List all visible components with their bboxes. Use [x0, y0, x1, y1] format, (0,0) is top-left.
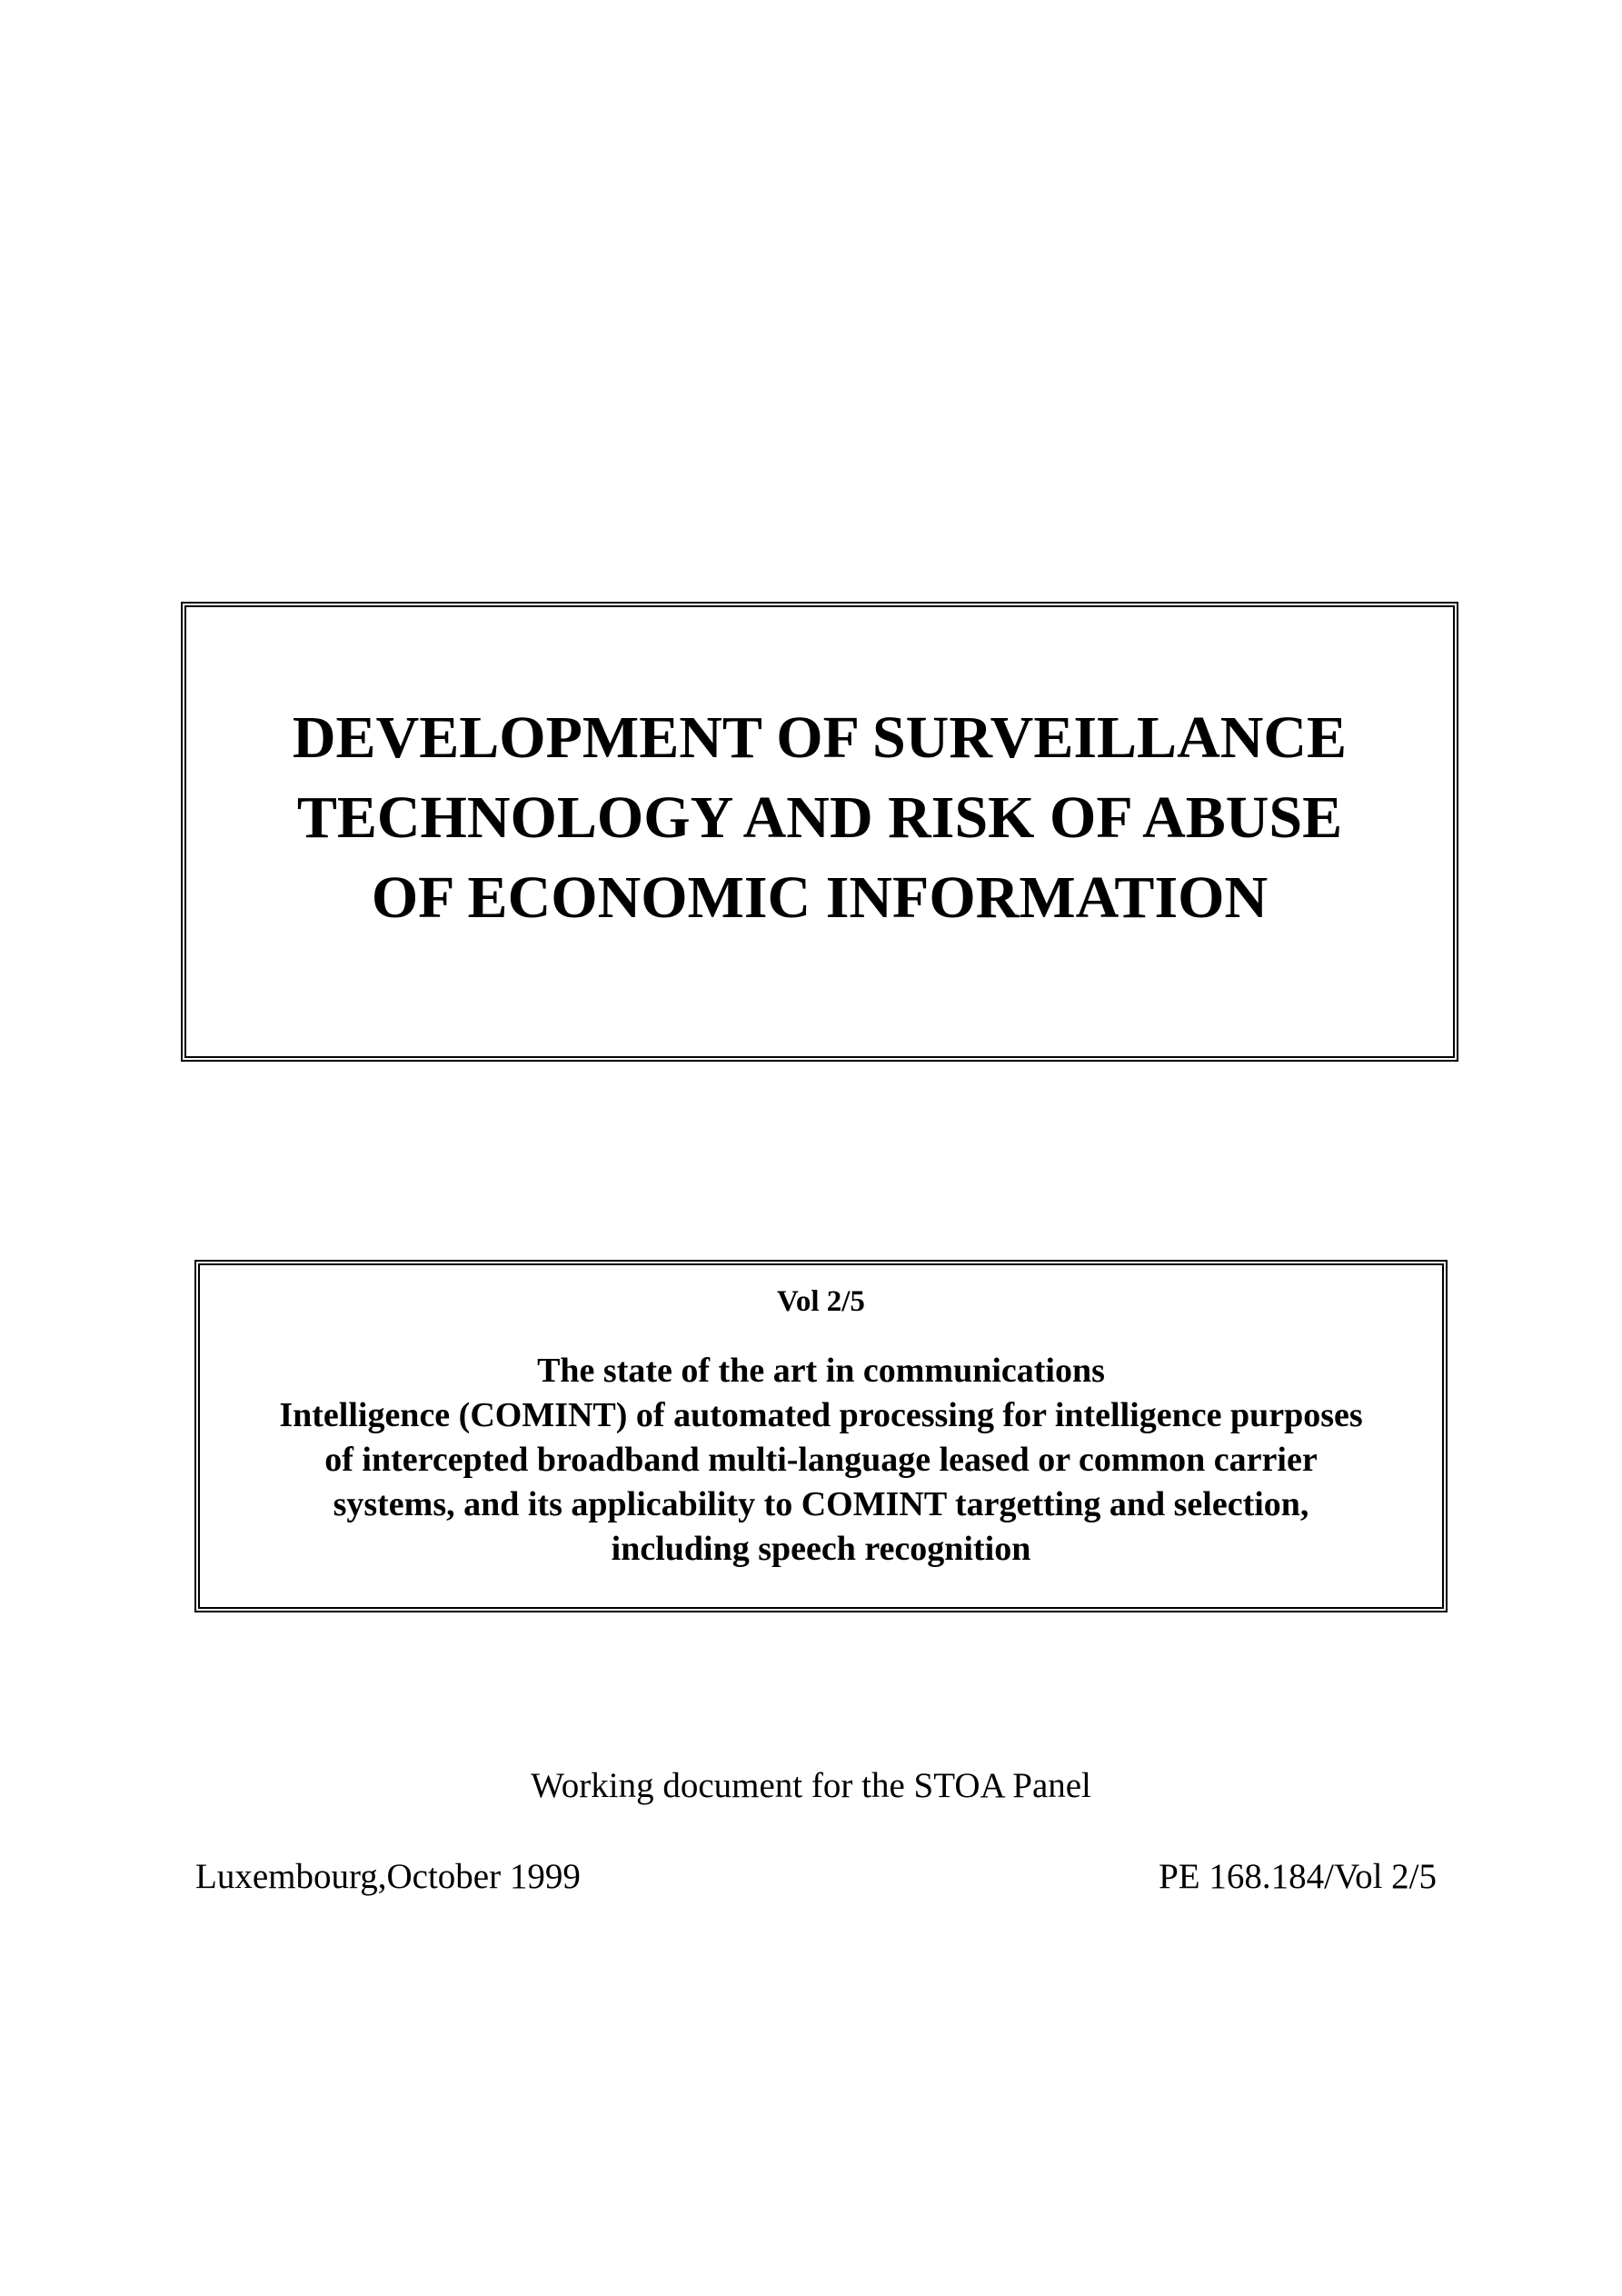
working-document-note: Working document for the STOA Panel: [531, 1766, 1091, 1805]
subtitle-line: The state of the art in communications: [537, 1352, 1105, 1390]
subtitle-line: Intelligence (COMINT) of automated processing for intelligence purposes: [279, 1396, 1363, 1434]
subtitle-line: including speech recognition: [611, 1530, 1031, 1568]
subtitle-box: [194, 1260, 1448, 1612]
volume-label: Vol 2/5: [777, 1285, 865, 1318]
document-reference: PE 168.184/Vol 2/5: [1159, 1857, 1437, 1896]
subtitle-line: of intercepted broadband multi-language leased or common carrier: [324, 1441, 1318, 1479]
title-line: DEVELOPMENT OF SURVEILLANCE: [292, 704, 1348, 771]
subtitle-text: [200, 1349, 1442, 1572]
document-title: [186, 698, 1453, 938]
subtitle-line: systems, and its applicability to COMINT targetting and selection,: [333, 1485, 1309, 1523]
place-date: Luxembourg,October 1999: [195, 1857, 581, 1896]
title-line: TECHNOLOGY AND RISK OF ABUSE: [296, 784, 1343, 851]
title-line: OF ECONOMIC INFORMATION: [371, 864, 1269, 931]
title-box: [181, 602, 1458, 1062]
